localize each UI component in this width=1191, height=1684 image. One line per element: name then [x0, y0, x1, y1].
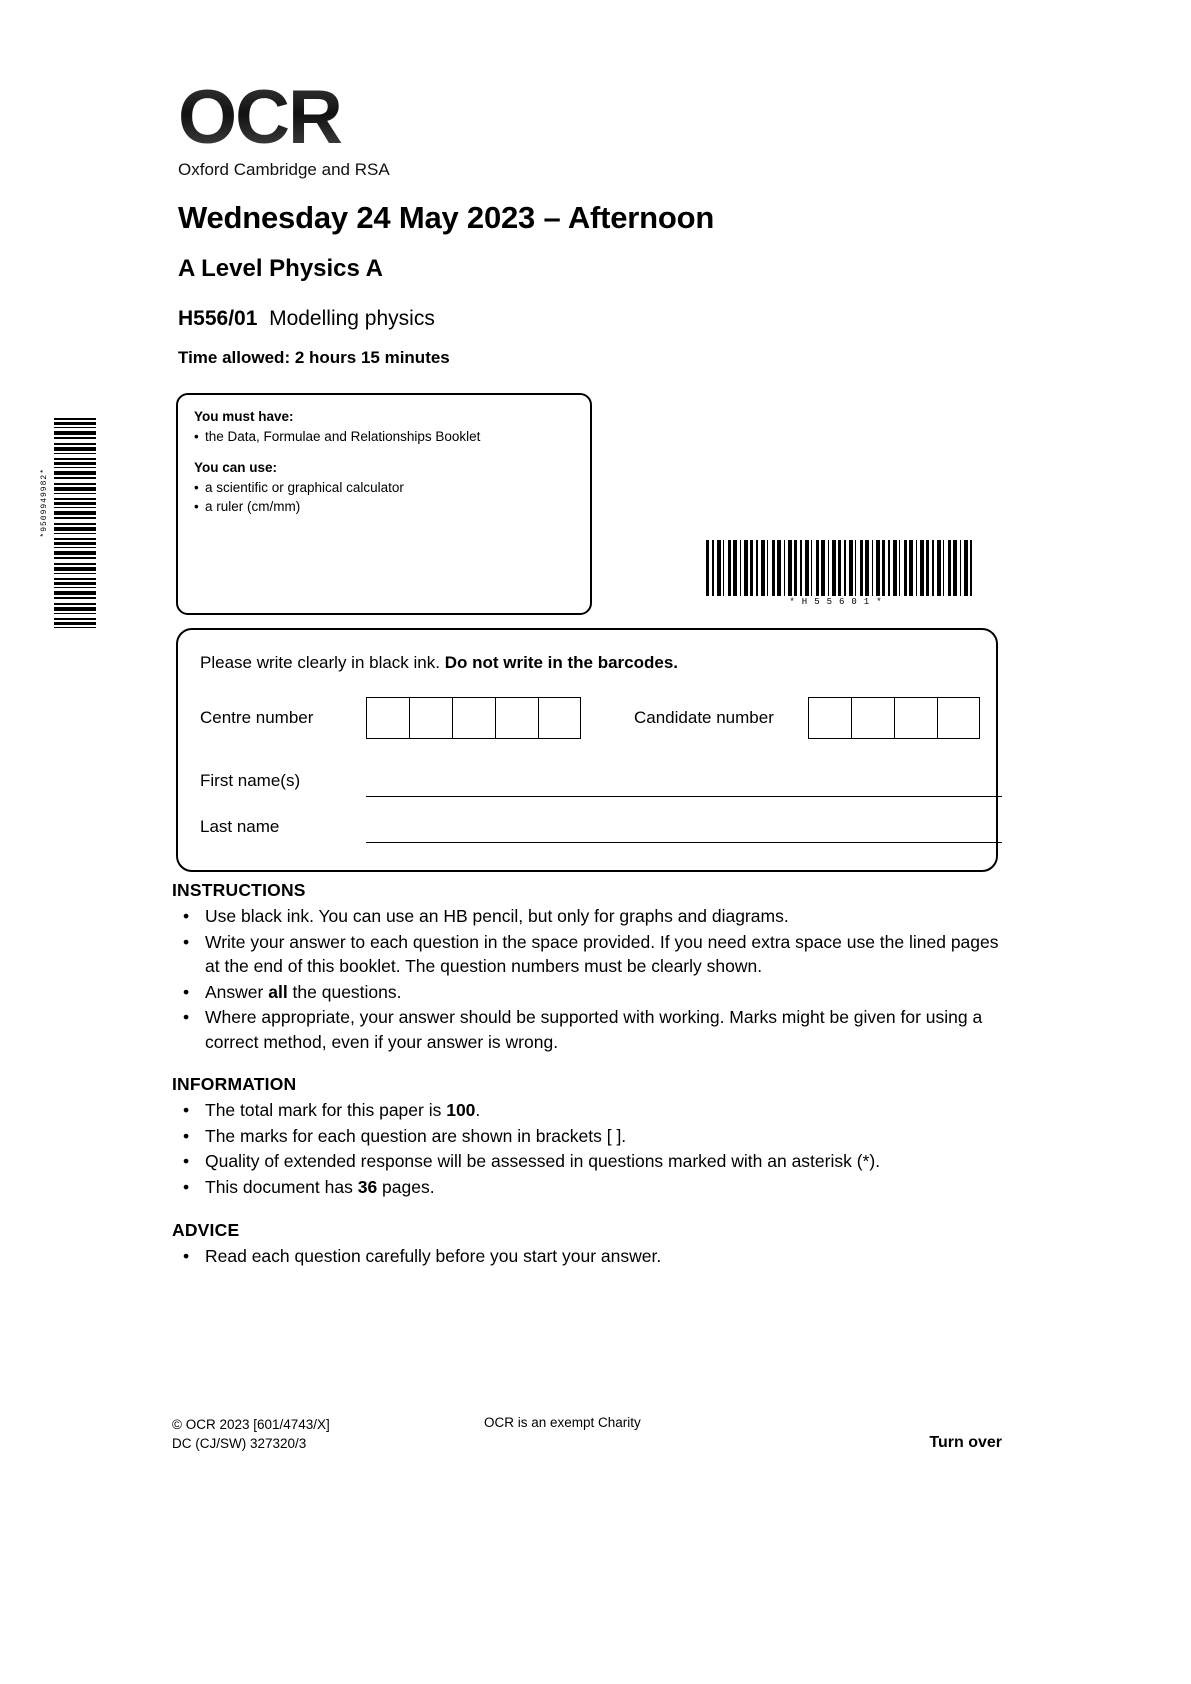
last-name-label: Last name	[200, 817, 280, 836]
list-item: • This document has 36 pages.	[172, 1175, 1002, 1200]
centre-number-cell[interactable]	[538, 697, 581, 739]
can-use-title: You can use:	[194, 460, 278, 475]
copyright-text: © OCR 2023 [601/4743/X]	[172, 1417, 330, 1432]
centre-number-cell[interactable]	[452, 697, 495, 739]
list-item: • Use black ink. You can use an HB pencil, but only for graphs and diagrams.	[172, 904, 1002, 929]
exam-date: Wednesday 24 May 2023 – Afternoon	[178, 200, 715, 235]
centre-number-cell[interactable]	[409, 697, 452, 739]
footer-left	[172, 1415, 330, 1453]
centre-number-label: Centre number	[200, 708, 314, 727]
candidate-number-input[interactable]	[808, 697, 980, 739]
list-item: • Where appropriate, your answer should be supported with working. Marks might be given for using a correct method, even if your answer is wrong.	[172, 1005, 1002, 1054]
centre-number-cell[interactable]	[495, 697, 538, 739]
turn-over-text: Turn over	[929, 1434, 1002, 1451]
candidate-number-cell[interactable]	[894, 697, 937, 739]
first-name-row	[200, 766, 982, 806]
advice-list	[172, 1244, 1002, 1269]
instructions-list	[172, 904, 1002, 1054]
last-name-field[interactable]	[366, 842, 1002, 843]
candidate-number-label: Candidate number	[634, 708, 774, 727]
write-clearly-note-bold: Do not write in the barcodes.	[444, 653, 679, 672]
centre-number-input[interactable]	[366, 697, 581, 739]
information-section	[172, 1074, 1002, 1200]
number-row	[200, 696, 982, 740]
list-item: • Answer all the questions.	[172, 980, 1002, 1005]
instructions-section	[172, 880, 1002, 1055]
paper-barcode-bars	[706, 540, 972, 596]
candidate-number-cell[interactable]	[937, 697, 980, 739]
candidate-details-box	[176, 628, 998, 872]
charity-text: OCR is an exempt Charity	[484, 1415, 641, 1430]
list-item: • Quality of extended response will be assessed in questions marked with an asterisk (*).	[172, 1149, 1002, 1174]
ocr-logo-wordmark: OCR	[178, 78, 508, 158]
paper-barcode	[706, 540, 972, 607]
must-have-list	[194, 427, 574, 446]
side-barcode-bars	[54, 418, 96, 628]
exam-code-line	[178, 307, 435, 331]
first-name-field[interactable]	[366, 796, 1002, 797]
side-barcode-text: *9509949982*	[40, 468, 49, 538]
advice-section	[172, 1220, 1002, 1270]
paper-code: H556/01	[178, 307, 258, 330]
page-footer	[172, 1415, 1002, 1455]
paper-title: Modelling physics	[269, 307, 435, 330]
last-name-row	[200, 812, 982, 852]
list-item: • a ruler (cm/mm)	[194, 497, 574, 516]
list-item: • The marks for each question are shown in brackets [ ].	[172, 1124, 1002, 1149]
centre-number-cell[interactable]	[366, 697, 409, 739]
list-item: • a scientific or graphical calculator	[194, 478, 574, 497]
list-item: • Write your answer to each question in the space provided. If you need extra space use the lined pages at the end of this booklet. The question numbers must be clearly shown.	[172, 930, 1002, 979]
list-item: • The total mark for this paper is 100.	[172, 1098, 1002, 1123]
document-reference: DC (CJ/SW) 327320/3	[172, 1436, 307, 1451]
time-allowed: Time allowed: 2 hours 15 minutes	[178, 348, 450, 367]
first-name-label: First name(s)	[200, 771, 301, 790]
exam-level: A Level Physics A	[178, 255, 383, 282]
candidate-number-cell[interactable]	[851, 697, 894, 739]
must-have-title: You must have:	[194, 409, 294, 424]
list-item: • Read each question carefully before you start your answer.	[172, 1244, 1002, 1269]
instructions-heading: INSTRUCTIONS	[172, 880, 306, 900]
ocr-logo-subtitle: Oxford Cambridge and RSA	[178, 160, 390, 179]
information-list	[172, 1098, 1002, 1199]
paper-barcode-text: *H55601*	[789, 597, 889, 607]
information-heading: INFORMATION	[172, 1074, 297, 1094]
candidate-number-cell[interactable]	[808, 697, 851, 739]
can-use-list	[194, 478, 574, 516]
advice-heading: ADVICE	[172, 1220, 240, 1240]
write-clearly-note	[200, 653, 678, 673]
materials-box	[176, 393, 592, 615]
side-barcode	[40, 418, 96, 628]
write-clearly-note-plain: Please write clearly in black ink.	[200, 653, 445, 672]
list-item: • the Data, Formulae and Relationships Booklet	[194, 427, 574, 446]
ocr-logo	[178, 75, 508, 180]
